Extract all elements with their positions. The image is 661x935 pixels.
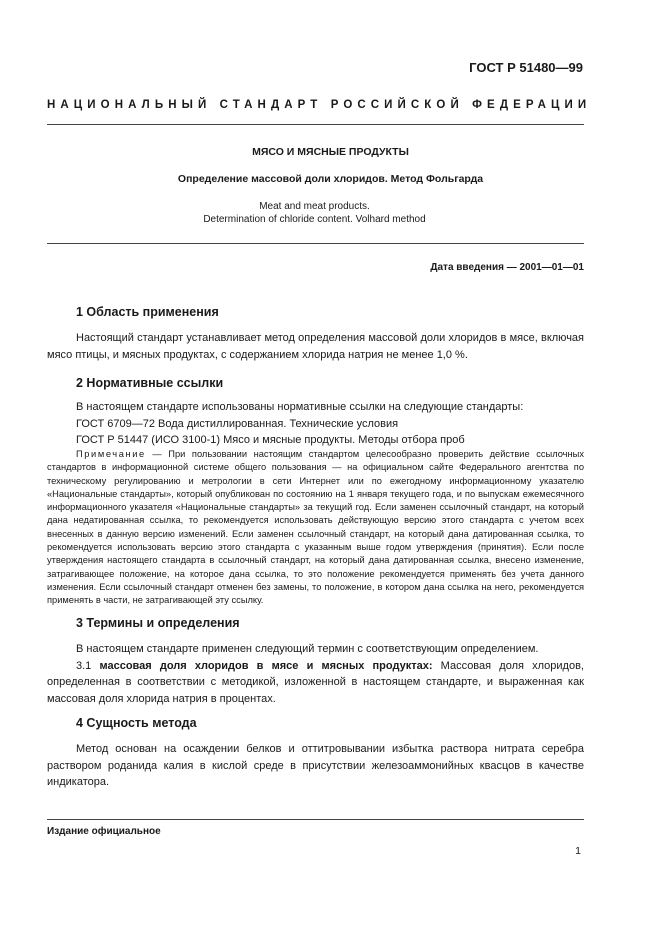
footer-rule — [47, 819, 584, 820]
document-code: ГОСТ Р 51480—99 — [469, 60, 583, 75]
term-definition — [47, 658, 584, 708]
section-4-paragraph: Метод основан на осаждении белков и оттитровывании избытка раствора нитрата серебра раствором роданида калия в кислой среде в присутствии железоаммонийных квасцов в качестве индикатора. — [47, 743, 584, 788]
english-title-line-1: Meat and meat products. — [259, 201, 370, 212]
note-text: — При пользовании настоящим стандартом целесообразно проверить действие ссылочных стандартов в информационной системе общего пользования — на официальном сайте Федерального агентства по техническому регулированию и метрологии в сети Интернет или по ежегодному информационному указателю «Национальные стандарты», который опубликован по состоянию на 1 января текущего года, и по выпускам ежемесячного информационного указателя «Национальные стандарты» за текущий год. Если заменен ссылочный стандарт, на который дана недатированная ссылка, то рекомендуется использовать действующую версию этого стандарта с учетом всех внесенных в данную версию изменений. Если заменен ссылочный стандарт, на который дана датированная ссылка, то рекомендуется использовать версию этого стандарта с указанным выше годом утверждения (принятия). Если после утверждения настоящего стандарта в ссылочный стандарт, на который дана датированная ссылка, внесено изменение, затрагивающее положение, на которое дана ссылка, то это положение рекомендуется применять без учета данного изменения. Если ссылочный стандарт отменен без замены, то положение, в котором дана ссылка на него, рекомендуется применять в части, не затрагивающей эту ссылку. — [47, 449, 584, 606]
page-number: 1 — [575, 845, 581, 857]
introduction-date: Дата введения — 2001—01—01 — [430, 262, 584, 273]
english-title — [0, 200, 629, 226]
official-edition-label: Издание официальное — [47, 826, 161, 837]
reference-gost-6709: ГОСТ 6709—72 Вода дистиллированная. Технические условия — [76, 417, 399, 430]
section-2-references — [47, 399, 584, 449]
english-title-line-2: Determination of chloride content. Volhard method — [203, 214, 426, 225]
section-4-heading: 4 Сущность метода — [76, 716, 197, 730]
section-1-text — [47, 330, 584, 363]
term-name: массовая доля хлоридов в мясе и мясных продуктах: — [99, 659, 433, 672]
term-definition-text: Массовая доля хлоридов, определенная в соответствии с методикой, изложенной в настоящем стандарте, и выраженная как массовая доля хлорида натрия в процентах. — [47, 659, 584, 705]
terms-intro: В настоящем стандарте применен следующий термин с соответствующим определением. — [76, 643, 539, 655]
header-rule — [47, 124, 584, 125]
section-1-heading: 1 Область применения — [76, 305, 219, 319]
section-3-text — [47, 641, 584, 707]
references-intro: В настоящем стандарте использованы нормативные ссылки на следующие стандарты: — [76, 401, 524, 413]
term-number: 3.1 — [76, 659, 100, 672]
section-1-paragraph: Настоящий стандарт устанавливает метод определения массовой доли хлоридов в мясе, включая мясо птицы, и мясных продуктах, с содержанием хлорида натрия не менее 1,0 %. — [47, 332, 584, 361]
standard-title: МЯСО И МЯСНЫЕ ПРОДУКТЫ — [252, 146, 409, 158]
national-standard-heading: НАЦИОНАЛЬНЫЙ СТАНДАРТ РОССИЙСКОЙ ФЕДЕРАЦИИ — [47, 99, 592, 111]
section-2-heading: 2 Нормативные ссылки — [76, 376, 224, 390]
note-label: Примечание — [76, 449, 146, 459]
title-rule — [47, 243, 584, 244]
section-3-heading: 3 Термины и определения — [76, 616, 240, 630]
section-4-text — [47, 741, 584, 791]
standard-subtitle: Определение массовой доли хлоридов. Метод Фольгарда — [177, 173, 484, 185]
reference-gost-51447: ГОСТ Р 51447 (ИСО 3100-1) Мясо и мясные продукты. Методы отбора проб — [76, 434, 465, 446]
references-note — [47, 448, 584, 608]
